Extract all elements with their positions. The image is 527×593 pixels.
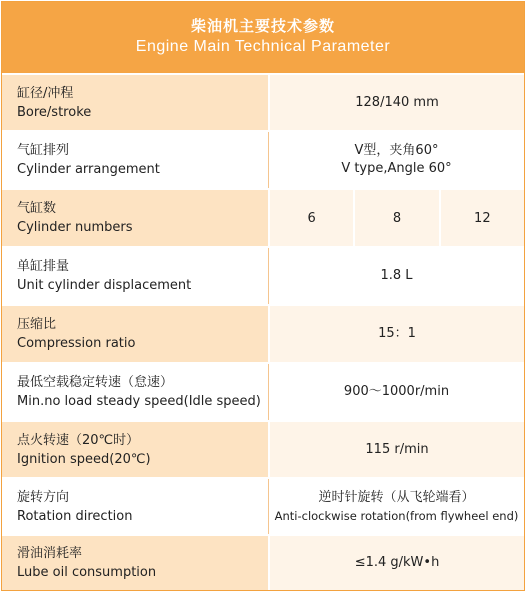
row-label [2,306,268,362]
label-english: Lube oil consumption [17,565,157,580]
value-text: ≤1.4 g/kW•h [354,555,440,570]
table-row [2,73,524,130]
table-row [2,188,524,246]
table-row [2,477,524,534]
value-text: 逆时针旋转（从飞轮端看） [318,489,475,505]
row-label [2,132,268,188]
value-text: 900～1000r/min [343,384,450,399]
row-value [270,75,524,130]
row-label [2,190,268,246]
label-chinese: 缸径/冲程 [17,85,74,101]
label-english: Compression ratio [17,336,136,351]
cylinder-count-8: 8 [353,190,438,246]
value-text: V型，夹角60° [354,143,439,158]
label-chinese: 单缸排量 [17,259,70,274]
label-english: Rotation direction [17,508,133,524]
label-chinese: 压缩比 [17,317,57,332]
value-text: 128/140 mm [355,94,439,110]
table-row [2,534,524,590]
cylinder-count-6: 6 [270,190,353,246]
label-chinese: 气缸数 [17,201,57,216]
row-label [2,479,268,534]
label-chinese: 滑油消耗率 [17,546,83,561]
label-chinese: 旋转方向 [17,489,70,505]
table-row [2,304,524,362]
label-english: Cylinder numbers [17,220,133,235]
value-text: V type,Angle 60° [341,161,452,176]
row-label [2,536,268,590]
row-label [2,75,268,130]
value-text: 1.8 L [380,268,413,283]
table-header [2,2,524,73]
title-english: Engine Main Technical Parameter [135,38,391,55]
title-chinese: 柴油机主要技术参数 [190,17,335,35]
table-row [2,420,524,477]
label-chinese: 点火转速（20℃时） [17,432,140,448]
label-chinese: 气缸排列 [17,143,70,158]
table-row [2,246,524,304]
label-english: Unit cylinder displacement [17,278,192,293]
row-value [269,248,524,304]
row-label [2,422,268,477]
row-value [270,306,524,362]
label-english: Bore/stroke [17,104,92,120]
cylinder-count-cells [270,190,524,246]
row-value [269,364,524,420]
row-value [269,479,524,534]
label-english: Min.no load steady speed(Idle speed) [17,394,261,409]
row-value [269,132,524,188]
value-text: 115 r/min [365,441,429,457]
label-english: Ignition speed(20℃) [17,451,151,467]
row-label [2,248,268,304]
cylinder-count-12: 12 [439,190,524,246]
value-text: Anti-clockwise rotation(from flywheel end) [274,508,519,523]
label-chinese: 最低空载稳定转速（怠速） [17,375,174,390]
table-row [2,362,524,420]
spec-table [1,1,525,591]
row-label [2,364,268,420]
label-english: Cylinder arrangement [17,162,160,177]
value-text: 15：1 [378,326,416,341]
table-row [2,130,524,188]
row-value [270,536,524,590]
row-value [270,422,524,477]
